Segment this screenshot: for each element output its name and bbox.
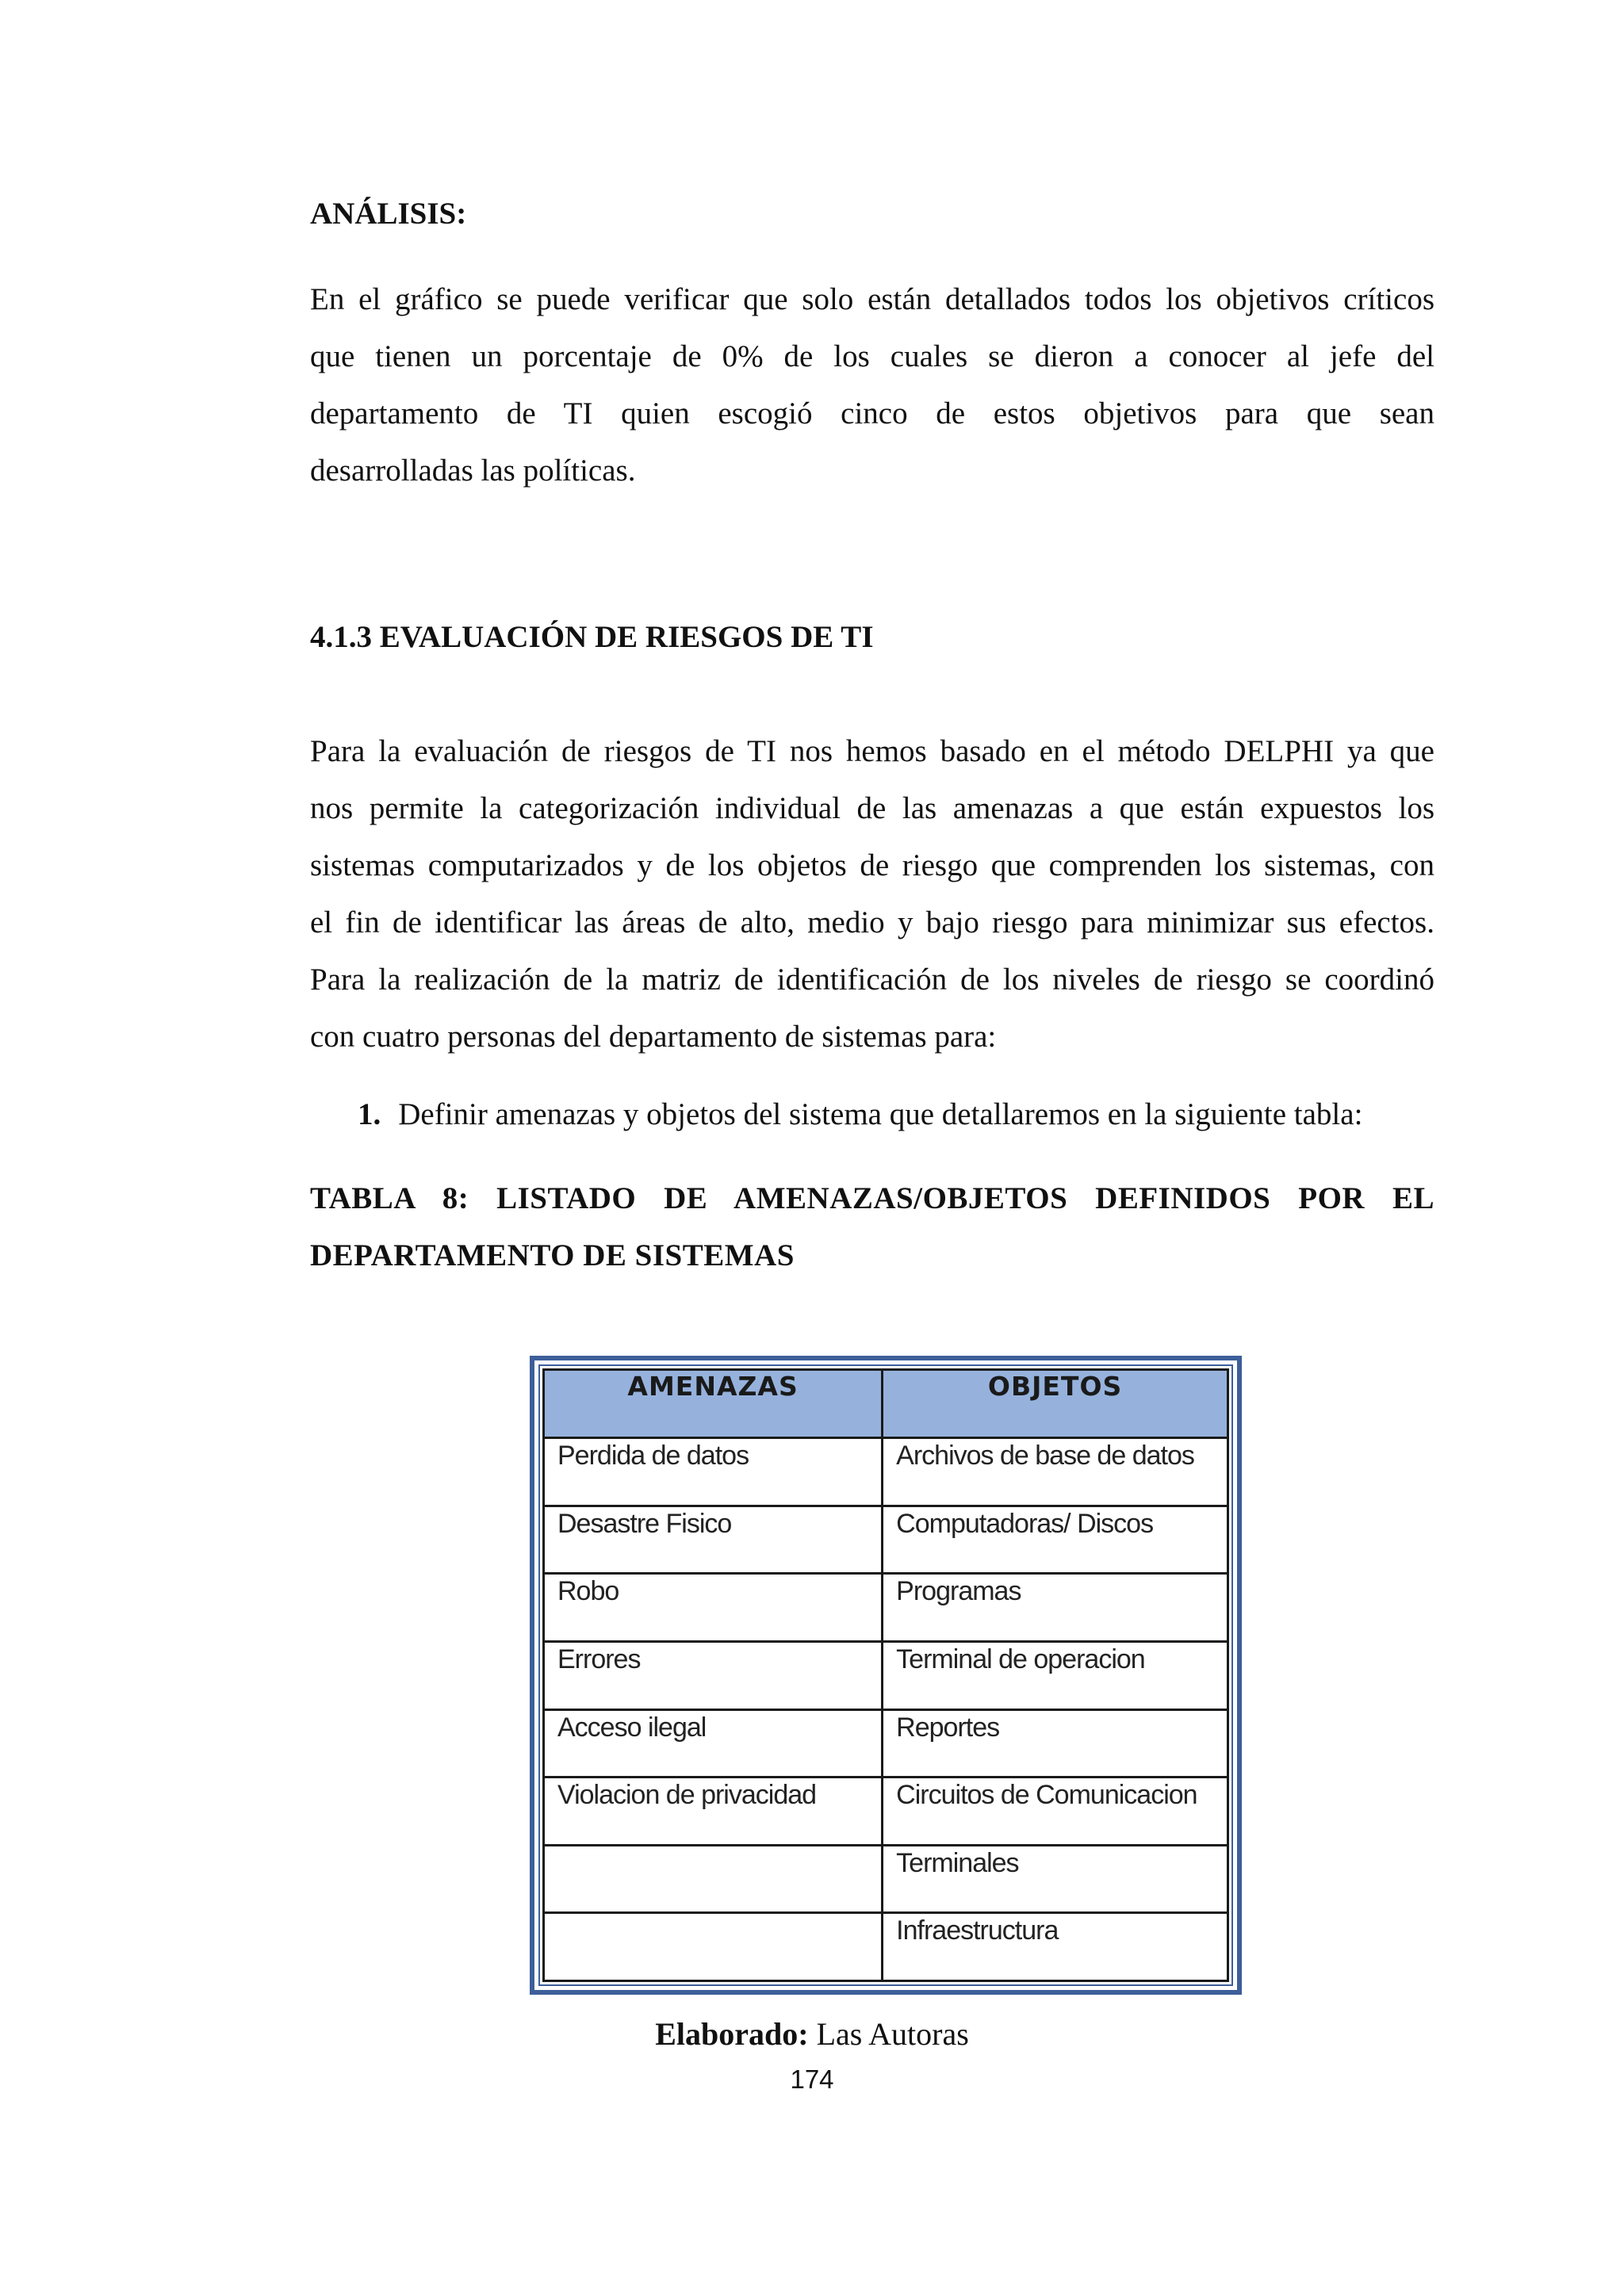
object-cell: Computadoras/ Discos — [883, 1506, 1228, 1574]
threat-cell: Acceso ilegal — [544, 1709, 883, 1777]
table-row — [544, 1777, 1228, 1846]
threats-objects-table — [542, 1368, 1229, 1982]
list-item — [358, 1086, 1362, 1143]
paragraph-line: Para la realización de la matriz de identificación de los niveles de riesgo se coordinó — [310, 962, 1434, 997]
section-paragraph — [310, 723, 1434, 1066]
table-caption-line: TABLA 8: LISTADO DE AMENAZAS/OBJETOS DEFINIDOS POR EL — [310, 1181, 1434, 1215]
paragraph-line: desarrolladas las políticas. — [310, 453, 636, 488]
table-row — [544, 1438, 1228, 1506]
threat-cell: Violacion de privacidad — [544, 1777, 883, 1846]
object-cell: Terminales — [883, 1845, 1228, 1913]
paragraph-line: departamento de TI quien escogió cinco de estos objetivos para que sean — [310, 396, 1434, 430]
section-heading: 4.1.3 EVALUACIÓN DE RIESGOS DE TI — [310, 620, 874, 654]
threat-cell: Perdida de datos — [544, 1438, 883, 1506]
paragraph-line: sistemas computarizados y de los objetos de riesgo que comprenden los sistemas, con — [310, 848, 1434, 882]
threat-cell: Robo — [544, 1574, 883, 1642]
column-header-objetos: OBJETOS — [883, 1370, 1228, 1438]
paragraph-line: que tienen un porcentaje de 0% de los cuales se dieron a conocer al jefe del — [310, 339, 1434, 373]
threat-cell — [544, 1845, 883, 1913]
object-cell: Archivos de base de datos — [883, 1438, 1228, 1506]
table-header-row — [544, 1370, 1228, 1438]
object-cell: Programas — [883, 1574, 1228, 1642]
threat-cell: Desastre Fisico — [544, 1506, 883, 1574]
source-label: Elaborado: — [655, 2016, 809, 2052]
threat-cell: Errores — [544, 1641, 883, 1709]
page-number: 174 — [790, 2064, 834, 2094]
table-caption — [310, 1170, 1434, 1284]
analysis-paragraph — [310, 271, 1434, 499]
list-number: 1. — [358, 1097, 381, 1131]
paragraph-line: En el gráfico se puede verificar que solo están detallados todos los objetivos críticos — [310, 282, 1434, 316]
object-cell: Terminal de operacion — [883, 1641, 1228, 1709]
paragraph-line: el fin de identificar las áreas de alto, medio y bajo riesgo para minimizar sus efectos. — [310, 905, 1434, 939]
paragraph-line: con cuatro personas del departamento de sistemas para: — [310, 1020, 997, 1054]
source-value: Las Autoras — [816, 2016, 969, 2052]
table-row — [544, 1641, 1228, 1709]
table-inner-border — [538, 1364, 1233, 1986]
table-row — [544, 1506, 1228, 1574]
column-header-amenazas: AMENAZAS — [544, 1370, 883, 1438]
paragraph-line: Para la evaluación de riesgos de TI nos hemos basado en el método DELPHI ya que — [310, 734, 1434, 768]
table-row — [544, 1913, 1228, 1981]
table-source — [0, 2011, 1624, 2058]
object-cell: Infraestructura — [883, 1913, 1228, 1981]
list-text: Definir amenazas y objetos del sistema que detallaremos en la siguiente tabla: — [398, 1097, 1363, 1131]
table-row — [544, 1845, 1228, 1913]
table-row — [544, 1709, 1228, 1777]
object-cell: Circuitos de Comunicacion — [883, 1777, 1228, 1846]
analysis-heading: ANÁLISIS: — [310, 197, 467, 231]
table-caption-line: DEPARTAMENTO DE SISTEMAS — [310, 1238, 795, 1272]
object-cell: Reportes — [883, 1709, 1228, 1777]
threats-objects-table-frame — [530, 1356, 1242, 1995]
table-row — [544, 1574, 1228, 1642]
threat-cell — [544, 1913, 883, 1981]
paragraph-line: nos permite la categorización individual de las amenazas a que están expuestos los — [310, 791, 1434, 825]
